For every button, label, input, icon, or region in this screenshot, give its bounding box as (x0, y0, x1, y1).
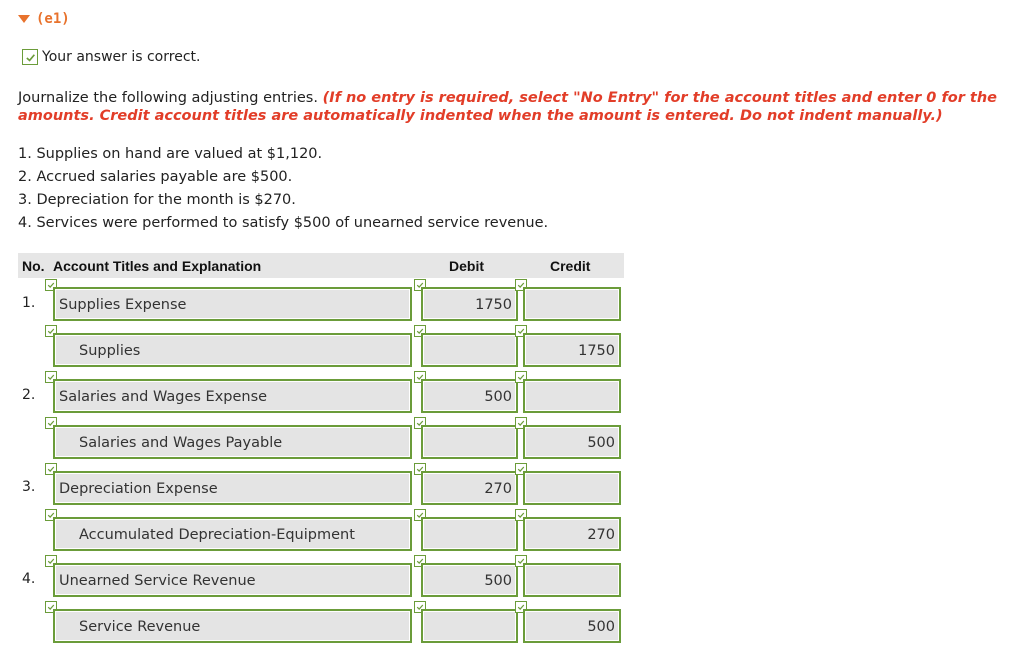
debit-field[interactable]: 1750 (421, 287, 518, 321)
row-number: 2. (22, 387, 36, 403)
account-title-field[interactable]: Supplies Expense (53, 287, 412, 321)
header-credit: Credit (550, 258, 591, 274)
row-number: 3. (22, 479, 36, 495)
list-item: 1. Supplies on hand are valued at $1,120. (18, 146, 323, 162)
header-debit: Debit (449, 258, 484, 274)
instructions-note: (If no entry is required, select "No Entry" for the account titles and enter 0 for the amounts. Credit account titles are automatically indented when the amount is entered. Do not indent manually.) (18, 90, 997, 124)
list-item: 2. Accrued salaries payable are $500. (18, 169, 293, 185)
debit-field[interactable] (421, 517, 518, 551)
credit-field[interactable] (523, 379, 621, 413)
debit-field[interactable] (421, 609, 518, 643)
header-account: Account Titles and Explanation (53, 258, 262, 274)
account-title-field[interactable]: Salaries and Wages Expense (53, 379, 412, 413)
credit-field[interactable] (523, 287, 621, 321)
account-title-field[interactable]: Supplies (53, 333, 412, 367)
debit-field[interactable]: 500 (421, 563, 518, 597)
account-title-field[interactable]: Depreciation Expense (53, 471, 412, 505)
row-number: 1. (22, 295, 36, 311)
credit-field[interactable] (523, 471, 621, 505)
debit-field[interactable]: 270 (421, 471, 518, 505)
credit-field[interactable]: 270 (523, 517, 621, 551)
debit-field[interactable] (421, 425, 518, 459)
instructions-lead: Journalize the following adjusting entries. (18, 90, 318, 106)
list-item: 4. Services were performed to satisfy $500 of unearned service revenue. (18, 215, 549, 231)
status-message: Your answer is correct. (42, 49, 201, 65)
account-title-field[interactable]: Service Revenue (53, 609, 412, 643)
credit-field[interactable]: 500 (523, 609, 621, 643)
debit-field[interactable] (421, 333, 518, 367)
account-title-field[interactable]: Unearned Service Revenue (53, 563, 412, 597)
part-label: (e1) (36, 11, 70, 27)
account-title-field[interactable]: Accumulated Depreciation-Equipment (53, 517, 412, 551)
row-number: 4. (22, 571, 36, 587)
credit-field[interactable] (523, 563, 621, 597)
credit-field[interactable]: 1750 (523, 333, 621, 367)
credit-field[interactable]: 500 (523, 425, 621, 459)
debit-field[interactable]: 500 (421, 379, 518, 413)
header-no: No. (22, 258, 45, 274)
account-title-field[interactable]: Salaries and Wages Payable (53, 425, 412, 459)
list-item: 3. Depreciation for the month is $270. (18, 192, 296, 208)
